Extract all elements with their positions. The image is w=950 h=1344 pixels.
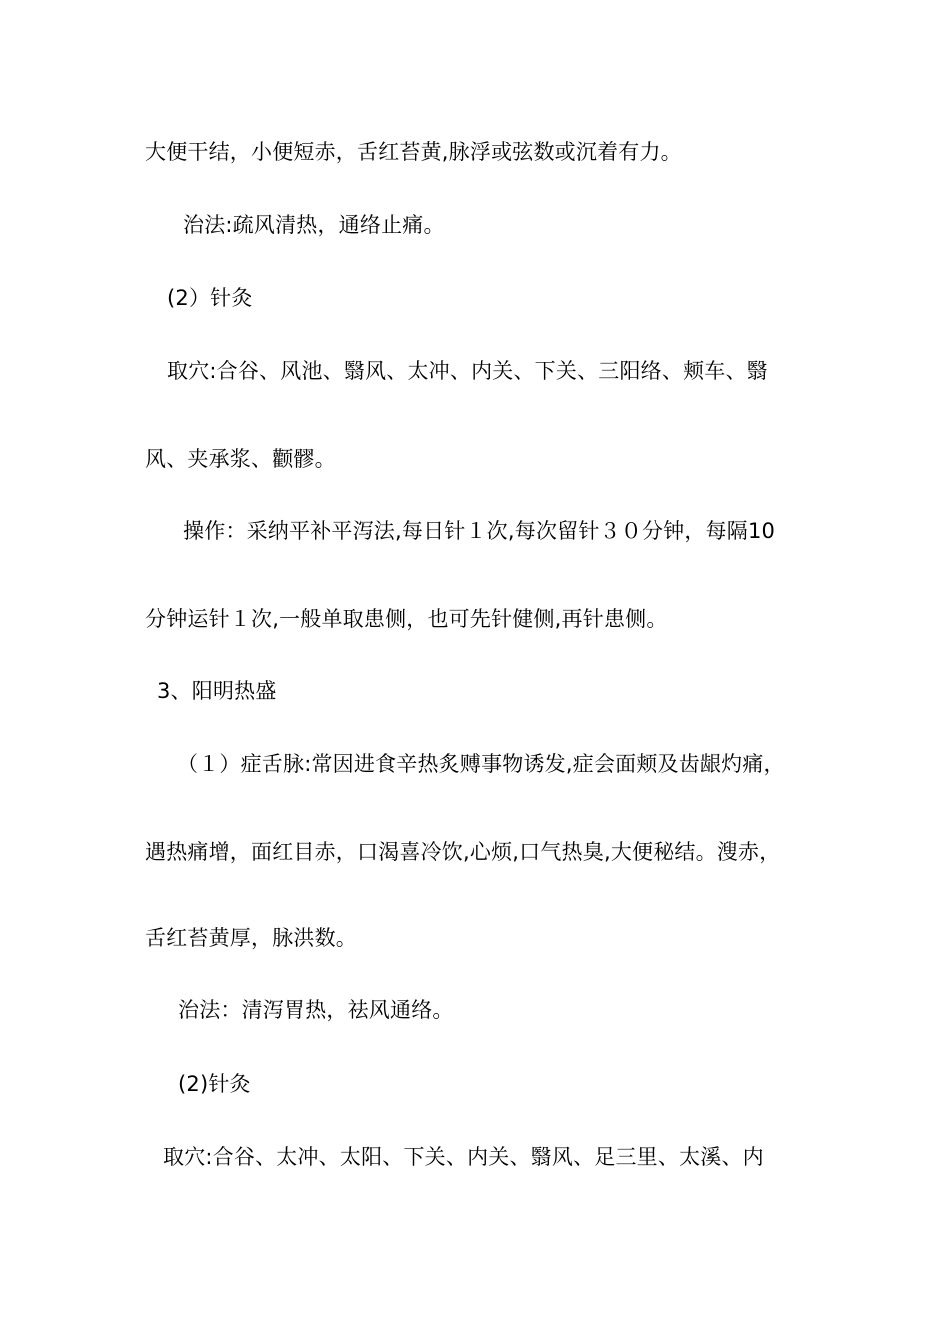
text-line-4: 取穴:合谷、风池、翳风、太冲、内关、下关、三阳络、颊车、翳 [167,359,768,383]
text-line-8: 3、阳明热盛 [157,679,277,703]
text-line-7: 分钟运针１次,一般单取患侧，也可先针健侧,再针患侧。 [145,607,668,631]
text-line-3: (2）针灸 [167,286,253,310]
text-line-13: (2)针灸 [178,1072,251,1096]
text-line-1: 大便干结，小便短赤，舌红苔黄,脉浮或弦数或沉着有力。 [145,140,682,164]
text-line-12: 治法：清泻胃热，祛风通络。 [178,998,454,1022]
text-line-2: 治法:疏风清热，通络止痛。 [183,213,445,237]
text-line-5: 风、夹承浆、颧髎。 [145,447,336,471]
text-line-6: 操作：采纳平补平泻法,每日针１次,每次留针３０分钟，每隔10 [183,519,776,543]
text-line-11: 舌红苔黄厚，脉洪数。 [145,926,357,950]
text-line-14: 取穴:合谷、太冲、太阳、下关、内关、翳风、足三里、太溪、内 [163,1145,764,1169]
text-line-9: （１）症舌脉:常因进食辛热炙赙事物诱发,症会面颊及齿龈灼痛， [177,752,785,776]
text-line-10: 遇热痛增，面红目赤，口渴喜冷饮,心烦,口气热臭,大便秘结。溲赤， [145,840,781,864]
